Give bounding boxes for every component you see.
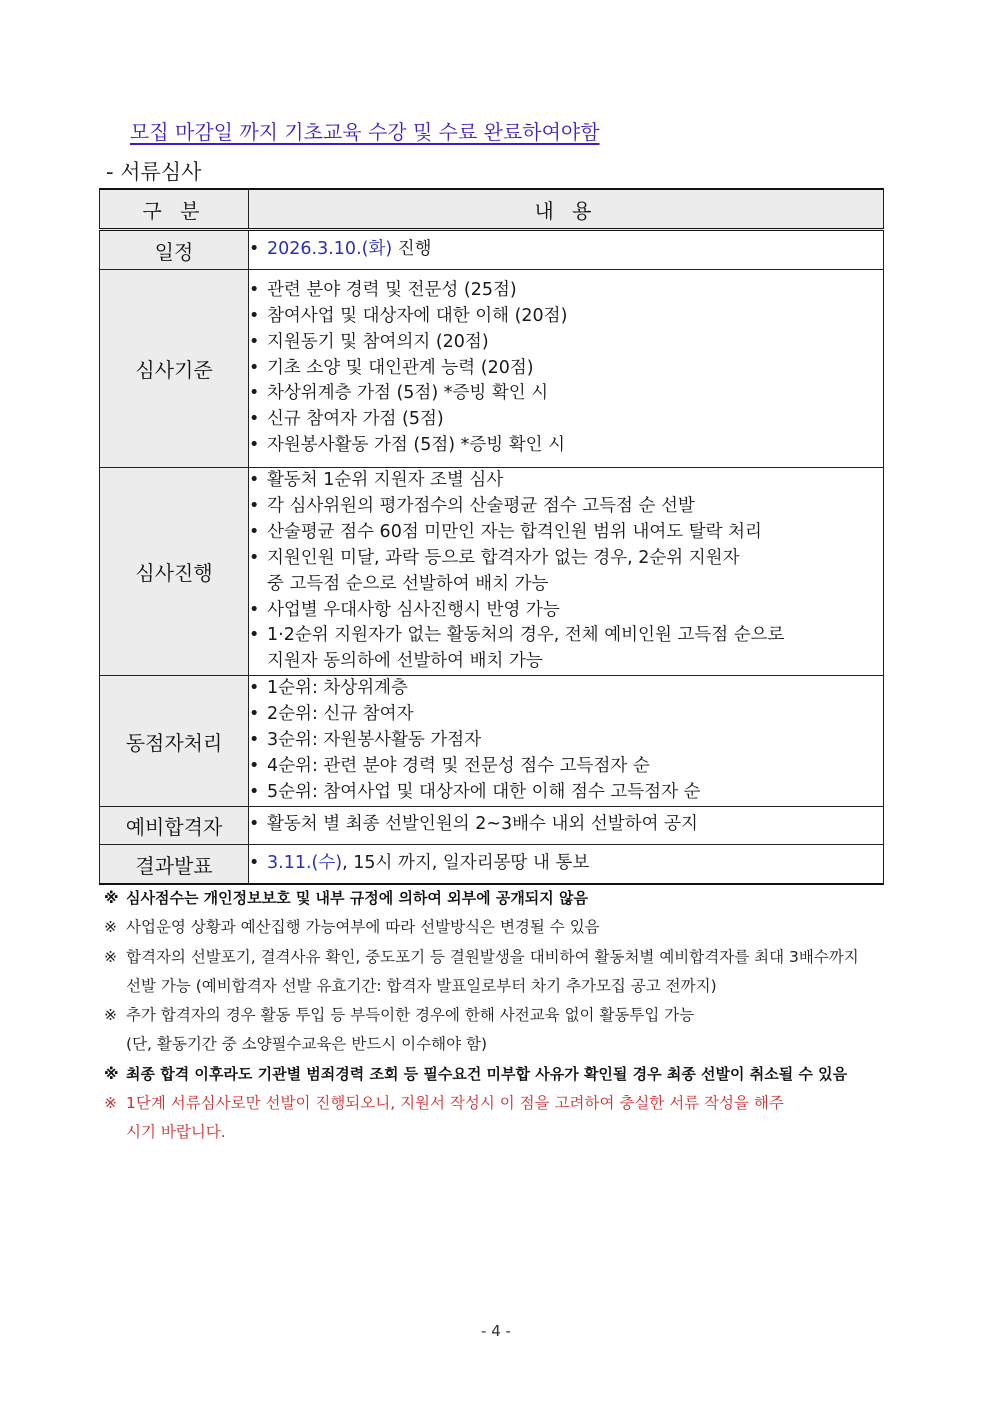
row-content	[249, 468, 884, 676]
content-line	[249, 278, 883, 304]
bullet-icon: •	[249, 383, 260, 404]
content-line	[249, 572, 883, 598]
header-content: 내 용	[249, 189, 884, 230]
bullet-icon: •	[249, 409, 260, 430]
note-line	[104, 1030, 924, 1059]
content-text: 지원자 동의하에 선발하여 배치 가능	[267, 651, 543, 672]
bullet-icon: •	[249, 547, 260, 568]
bullet-icon: •	[249, 331, 260, 352]
content-line	[249, 520, 883, 546]
note-line	[104, 1001, 924, 1030]
content-text: 2026.3.10.(화)	[267, 239, 393, 260]
note-line	[104, 1060, 924, 1089]
note-text: 선발 가능 (예비합격자 선발 유효기간: 합격자 발표일로부터 차기 추가모집 공고 전까지)	[126, 976, 717, 995]
bullet-icon: •	[249, 279, 260, 300]
content-line	[249, 468, 883, 494]
row-content	[249, 270, 884, 468]
bullet-icon: •	[249, 495, 260, 516]
row-category: 예비합격자	[100, 806, 249, 844]
page-number: - 4 -	[481, 1322, 511, 1340]
reference-mark-icon: ※	[104, 889, 119, 907]
content-line	[249, 676, 883, 702]
content-text: 활동처 별 최종 선발인원의 2~3배수 내외 선발하여 공지	[267, 814, 698, 835]
bullet-icon: •	[249, 599, 260, 620]
content-text: 차상위계층 가점 (5점) *증빙 확인 시	[267, 383, 549, 404]
content-line	[249, 433, 883, 459]
note-text: 1단계 서류심사로만 선발이 진행되오니, 지원서 작성시 이 점을 고려하여 충실한 서류 작성을 해주	[126, 1094, 784, 1113]
content-text: 지원동기 및 참여의지 (20점)	[267, 331, 489, 352]
content-text: 4순위: 관련 분야 경력 및 전문성 점수 고득점자 순	[267, 755, 650, 776]
table-row-announcement	[100, 844, 884, 884]
table-header-row	[100, 189, 884, 230]
content-text: 신규 참여자 가점 (5점)	[267, 409, 444, 430]
row-content	[249, 806, 884, 844]
reference-mark-icon: ※	[104, 1094, 117, 1113]
table-row-tie-break	[100, 676, 884, 807]
row-category: 일정	[100, 230, 249, 270]
reference-mark-icon: ※	[104, 1006, 117, 1025]
content-line	[249, 407, 883, 433]
content-line	[249, 494, 883, 520]
note-line	[104, 1089, 924, 1118]
row-category: 동점자처리	[100, 676, 249, 807]
section-heading: - 서류심사	[106, 160, 202, 184]
content-text: 사업별 우대사항 심사진행시 반영 가능	[267, 599, 560, 620]
note-text: 추가 합격자의 경우 활동 투입 등 부득이한 경우에 한해 사전교육 없이 활동투입 가능	[126, 1006, 695, 1025]
content-line	[249, 304, 883, 330]
bullet-icon: •	[249, 521, 260, 542]
content-text: 1·2순위 지원자가 없는 활동처의 경우, 전체 예비인원 고득점 순으로	[267, 625, 785, 646]
note-line	[104, 913, 924, 942]
bullet-icon: •	[249, 853, 260, 874]
content-text: 2순위: 신규 참여자	[267, 704, 414, 725]
content-text: 1순위: 차상위계층	[267, 678, 408, 699]
reference-mark-icon: ※	[104, 918, 117, 937]
content-line	[249, 649, 883, 675]
bullet-icon: •	[249, 781, 260, 802]
content-text: 기초 소양 및 대인관계 능력 (20점)	[267, 357, 534, 378]
content-line	[249, 330, 883, 356]
content-text: 3순위: 자원봉사활동 가점자	[267, 730, 482, 751]
note-line	[104, 972, 924, 1001]
content-text: 지원인원 미달, 과락 등으로 합격자가 없는 경우, 2순위 지원자	[267, 547, 740, 568]
content-line	[249, 237, 883, 263]
content-line	[249, 381, 883, 407]
bullet-icon: •	[249, 357, 260, 378]
note-text: 합격자의 선발포기, 결격사유 확인, 중도포기 등 결원발생을 대비하여 활동처별 예비합격자를 최대 3배수까지	[126, 947, 859, 966]
content-text: 5순위: 참여사업 및 대상자에 대한 이해 점수 고득점자 순	[267, 781, 701, 802]
content-text: 3.11.(수)	[267, 853, 343, 874]
content-text: , 15시 까지, 일자리몽땅 내 통보	[342, 853, 590, 874]
note-text: (단, 활동기간 중 소양필수교육은 반드시 이수해야 함)	[126, 1035, 488, 1054]
bullet-icon: •	[249, 435, 260, 456]
note-line	[104, 943, 924, 972]
content-line	[249, 780, 883, 806]
notice-title: 모집 마감일 까지 기초교육 수강 및 수료 완료하여야함	[130, 120, 600, 144]
content-line	[249, 702, 883, 728]
row-category: 결과발표	[100, 844, 249, 884]
reference-mark-icon: ※	[104, 1064, 119, 1083]
row-content	[249, 844, 884, 884]
bullet-icon: •	[249, 470, 260, 490]
bullet-icon: •	[249, 239, 260, 260]
note-text: 사업운영 상황과 예산집행 가능여부에 따라 선발방식은 변경될 수 있음	[126, 918, 600, 937]
note-text: 심사점수는 개인정보보호 및 내부 규정에 의하여 외부에 공개되지 않음	[126, 889, 588, 907]
content-text: 활동처 1순위 지원자 조별 심사	[267, 470, 504, 490]
note-line	[104, 884, 924, 913]
bullet-icon: •	[249, 814, 260, 835]
content-line	[249, 812, 883, 838]
bullet-icon: •	[249, 305, 260, 326]
content-line	[249, 851, 883, 877]
content-text: 산술평균 점수 60점 미만인 자는 합격인원 범위 내여도 탈락 처리	[267, 521, 762, 542]
content-text: 관련 분야 경력 및 전문성 (25점)	[267, 279, 517, 300]
content-line	[249, 754, 883, 780]
review-table	[99, 188, 884, 885]
note-text: 최종 합격 이후라도 기관별 범죄경력 조회 등 필수요건 미부합 사유가 확인될 경우 최종 선발이 취소될 수 있음	[126, 1064, 848, 1083]
content-text: 자원봉사활동 가점 (5점) *증빙 확인 시	[267, 435, 566, 456]
bullet-icon: •	[249, 730, 260, 751]
content-line	[249, 623, 883, 649]
content-text: 중 고득점 순으로 선발하여 배치 가능	[267, 573, 549, 594]
reference-mark-icon: ※	[104, 947, 117, 966]
row-category: 심사기준	[100, 270, 249, 468]
bullet-icon: •	[249, 755, 260, 776]
content-line	[249, 598, 883, 624]
bullet-icon: •	[249, 625, 260, 646]
note-line	[104, 1118, 924, 1147]
table-row-reserve	[100, 806, 884, 844]
content-text: 각 심사위원의 평가점수의 산술평균 점수 고득점 순 선발	[267, 495, 695, 516]
row-category: 심사진행	[100, 468, 249, 676]
header-category: 구 분	[100, 189, 249, 230]
note-text: 시기 바랍니다.	[126, 1123, 226, 1142]
table-row-process	[100, 468, 884, 676]
bullet-icon: •	[249, 704, 260, 725]
content-line	[249, 546, 883, 572]
content-text: 진행	[392, 239, 432, 260]
content-text: 참여사업 및 대상자에 대한 이해 (20점)	[267, 305, 568, 326]
content-line	[249, 356, 883, 382]
table-row-schedule	[100, 230, 884, 270]
notes-section	[104, 884, 924, 1148]
table-row-criteria	[100, 270, 884, 468]
row-content	[249, 676, 884, 807]
content-line	[249, 728, 883, 754]
bullet-icon: •	[249, 678, 260, 699]
row-content	[249, 230, 884, 270]
